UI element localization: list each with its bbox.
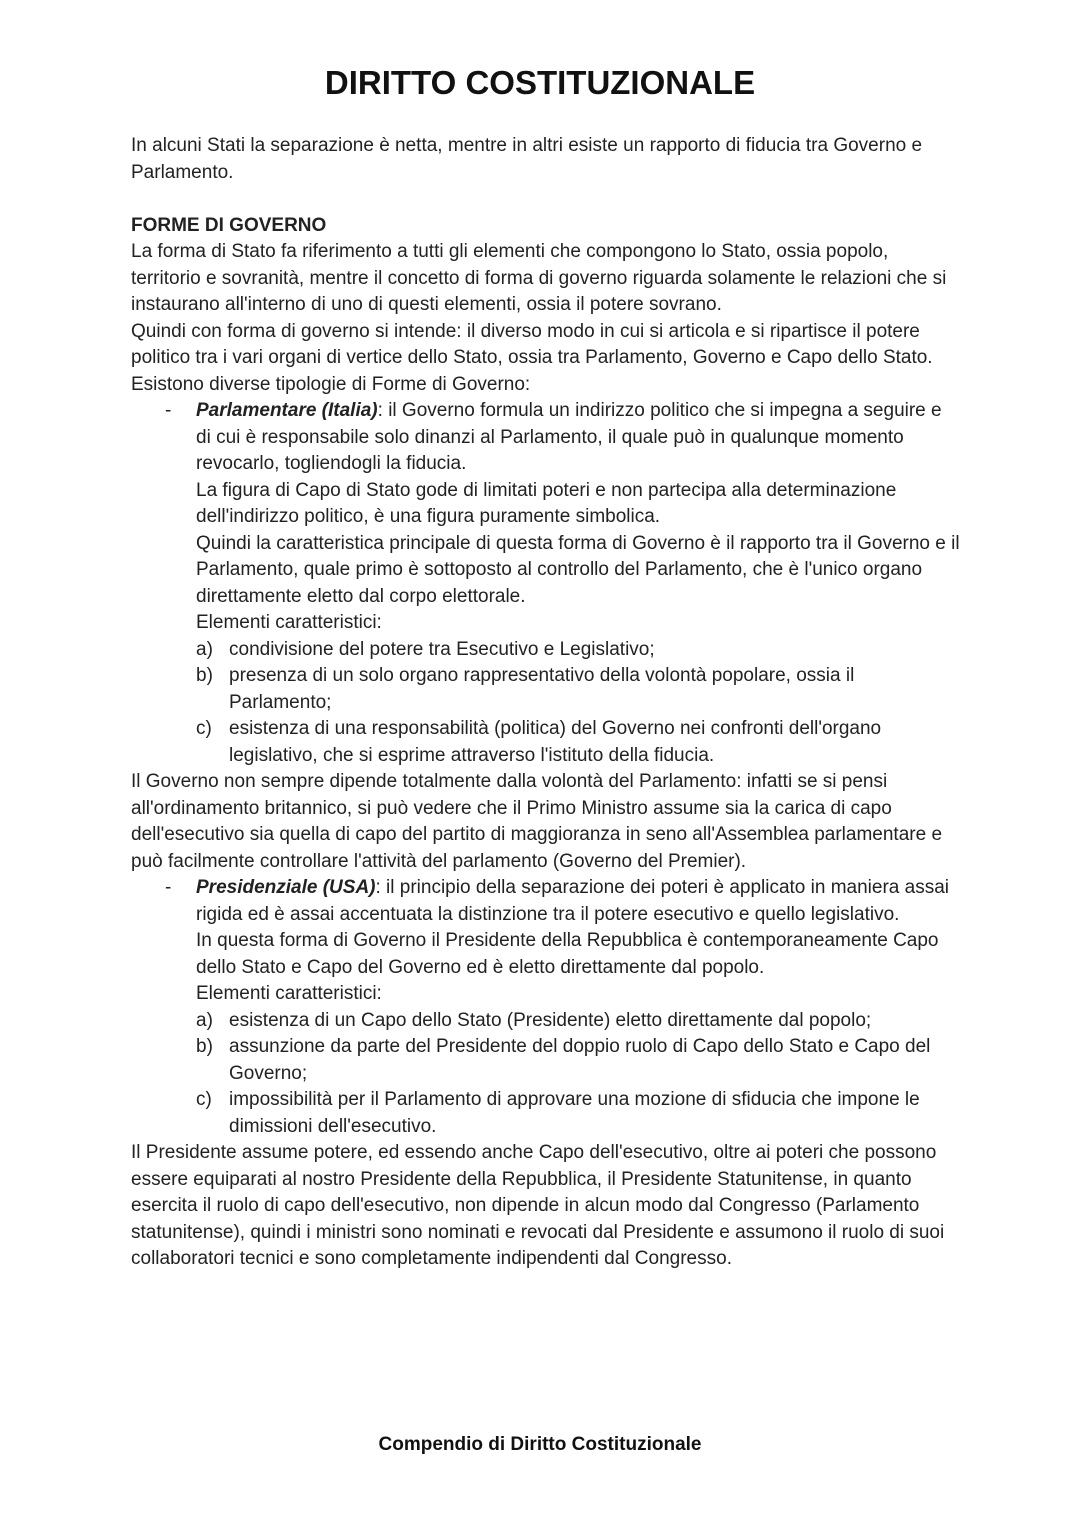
document-body [131, 133, 961, 1273]
paragraph-spacer [131, 186, 961, 213]
section-paragraph-1: La forma di Stato fa riferimento a tutti gli elementi che compongono lo Stato, ossia popolo, territorio e sovranità, mentre il concetto di forma di governo riguarda solamente le relazioni che si instaurano all'interno di uno di questi elementi, ossia il potere sovrano. [131, 241, 947, 315]
parliamentary-paragraph-2: La figura di Capo di Stato gode di limitati poteri e non partecipa alla determinazione dell'indirizzo politico, è una figura puramente simbolica. [196, 479, 897, 527]
list-item-parliamentary [131, 398, 961, 637]
presidential-lead: Presidenziale (USA) [196, 877, 376, 898]
dash-bullet: - [165, 400, 172, 421]
list-item [196, 663, 961, 716]
section-heading: FORME DI GOVERNO [131, 214, 327, 236]
list-item [196, 1034, 961, 1087]
list-item [196, 1008, 961, 1035]
british-system-paragraph: Il Governo non sempre dipende totalmente dalla volontà del Parlamento: infatti se si pensi all'ordinamento britannico, si può vedere che il Primo Ministro assume sia la carica di capo dell'esecutivo sia quella di capo del partito di maggioranza in seno all'Assemblea parlamentare e può facilmente controllare l'attività del parlamento (Governo del Premier). [131, 771, 943, 872]
page-footer: Compendio di Diritto Costituzionale [378, 1434, 702, 1455]
presidential-text: : il principio della separazione dei poteri è applicato in maniera assai rigida ed è assai accentuata la distinzione tra il potere esecutivo e quello legislativo. [196, 877, 949, 925]
list-marker: c) [196, 718, 212, 739]
list-item-text: esistenza di una responsabilità (politica) del Governo nei confronti dell'organo legislativo, che si esprime attraverso l'istituto della fiducia. [229, 718, 882, 766]
section-paragraph-3: Esistono diverse tipologie di Forme di Governo: [131, 373, 531, 395]
parliamentary-paragraph-3: Quindi la caratteristica principale di questa forma di Governo è il rapporto tra il Governo e il Parlamento, quale primo è sottoposto al controllo del Parlamento, che è l'unico organo direttamente eletto dal corpo elettorale. [196, 532, 960, 607]
list-marker: a) [196, 638, 213, 660]
list-item-text: presenza di un solo organo rappresentativo della volontà popolare, ossia il Parlamento; [229, 665, 855, 713]
list-item-text: condivisione del potere tra Esecutivo e Legislativo; [229, 638, 655, 660]
list-item [196, 1087, 961, 1140]
intro-paragraph: In alcuni Stati la separazione è netta, mentre in altri esiste un rapporto di fiducia tra Governo e Parlamento. [131, 135, 923, 183]
list-marker: c) [196, 1089, 212, 1110]
list-marker: b) [196, 665, 213, 686]
list-item [196, 637, 961, 664]
list-marker: b) [196, 1036, 213, 1057]
section-paragraph-2: Quindi con forma di governo si intende: il diverso modo in cui si articola e si ripartisce il potere politico tra i vari organi di vertice dello Stato, ossia tra Parlamento, Governo e Capo dello Stato. [131, 320, 933, 368]
presidential-elements-list [131, 1008, 961, 1141]
parliamentary-elements-list [131, 637, 961, 770]
dash-bullet: - [165, 877, 172, 898]
list-item-text: esistenza di un Capo dello Stato (Presidente) eletto direttamente dal popolo; [229, 1009, 872, 1031]
presidential-paragraph-2: In questa forma di Governo il Presidente della Repubblica è contemporaneamente Capo dello Stato e Capo del Governo ed è eletto direttamente dal popolo. [196, 930, 939, 978]
list-item-text: impossibilità per il Parlamento di approvare una mozione di sfiducia che impone le dimissioni dell'esecutivo. [229, 1089, 920, 1137]
presidential-paragraph-1 [196, 875, 961, 928]
list-item-text: assunzione da parte del Presidente del doppio ruolo di Capo dello Stato e Capo del Governo; [229, 1036, 931, 1084]
parliamentary-text: : il Governo formula un indirizzo politico che si impegna a seguire e di cui è responsabile solo dinanzi al Parlamento, il quale può in qualunque momento revocarlo, togliendogli la fiducia. [196, 400, 942, 474]
parliamentary-paragraph-1 [196, 398, 961, 478]
list-marker: a) [196, 1009, 213, 1031]
parliamentary-lead: Parlamentare (Italia) [196, 400, 378, 421]
list-item-presidential [131, 875, 961, 1008]
page-title: DIRITTO COSTITUZIONALE [324, 64, 756, 101]
presidential-elements-label: Elementi caratteristici: [196, 983, 382, 1004]
parliamentary-elements-label: Elementi caratteristici: [196, 612, 382, 633]
us-president-paragraph: Il Presidente assume potere, ed essendo anche Capo dell'esecutivo, oltre ai poteri che possono essere equiparati al nostro Presidente della Repubblica, il Presidente Statunitense, in quanto esercita il ruolo di capo dell'esecutivo, non dipende in alcun modo dal Congresso (Parlamento statunitense), quindi i ministri sono nominati e revocati dal Presidente e assumono il ruolo di suoi collaboratori tecnici e sono completamente indipendenti dal Congresso. [131, 1142, 945, 1269]
list-item [196, 716, 961, 769]
